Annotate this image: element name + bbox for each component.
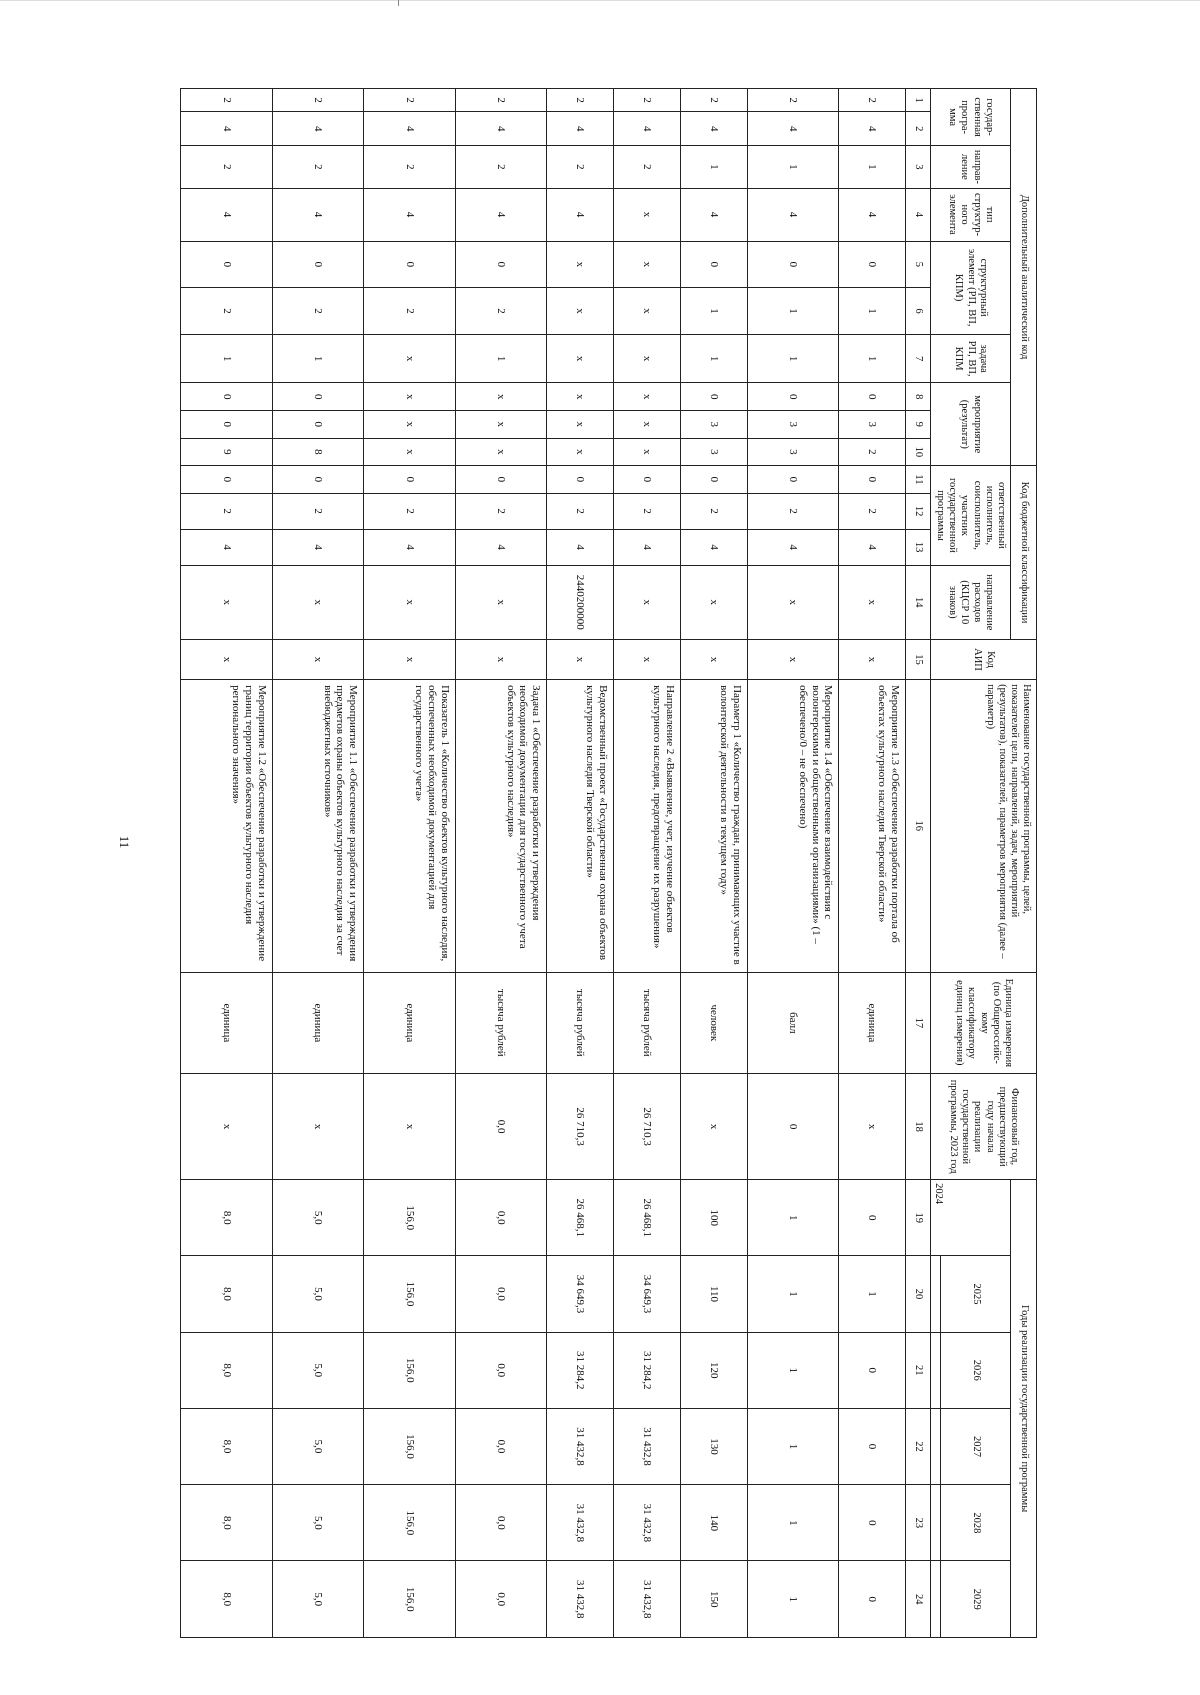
column-number: 17 <box>906 972 931 1074</box>
year-value-cell: 1 <box>747 1256 839 1332</box>
code-cell: x <box>547 639 614 679</box>
code-cell: 2 <box>613 493 680 529</box>
code-cell: 4 <box>547 529 614 565</box>
header-struct-type: тип структур-ного элемента <box>931 188 1011 241</box>
code-cell: 3 <box>680 438 747 466</box>
column-number: 9 <box>906 411 931 439</box>
code-cell: 2 <box>747 89 839 112</box>
code-cell: 4 <box>839 188 906 241</box>
column-number: 19 <box>906 1180 931 1256</box>
code-cell: 2 <box>613 89 680 112</box>
code-cell: 4 <box>547 188 614 241</box>
code-cell: x <box>747 565 839 639</box>
header-responsible: ответственный исполнитель, соисполнитель, участник государственной программы <box>931 466 1011 566</box>
table-row <box>455 89 547 1638</box>
year-value-cell: 8,0 <box>181 1256 273 1332</box>
code-cell: 2 <box>364 288 456 335</box>
column-number: 1 <box>906 89 931 112</box>
unit-cell: тысяча рублей <box>613 972 680 1074</box>
year-value-cell: 110 <box>680 1256 747 1332</box>
code-cell: x <box>455 411 547 439</box>
code-cell: 2 <box>839 438 906 466</box>
code-cell: x <box>364 565 456 639</box>
column-number: 24 <box>906 1561 931 1638</box>
code-cell: x <box>547 334 614 383</box>
year-value-cell: 31 284,2 <box>613 1332 680 1408</box>
code-cell: x <box>747 639 839 679</box>
unit-cell: тысяча рублей <box>547 972 614 1074</box>
year-value-cell: 0 <box>839 1408 906 1484</box>
code-cell: 4 <box>547 112 614 146</box>
table-row <box>547 89 614 1638</box>
code-cell: 0 <box>747 241 839 288</box>
code-cell: 4 <box>747 112 839 146</box>
code-cell: x <box>364 411 456 439</box>
year-value-cell: 31 432,8 <box>613 1408 680 1484</box>
base-year-cell: x <box>839 1074 906 1180</box>
year-value-cell: 34 649,3 <box>613 1256 680 1332</box>
code-cell: 4 <box>747 188 839 241</box>
year-value-cell: 1 <box>747 1561 839 1638</box>
column-number: 15 <box>906 639 931 679</box>
header-year-2028: 2028 <box>941 1485 1011 1561</box>
code-cell: 4 <box>839 112 906 146</box>
code-cell: 3 <box>839 411 906 439</box>
code-cell: 4 <box>272 529 364 565</box>
code-cell: 0 <box>272 383 364 411</box>
table-row <box>613 89 680 1638</box>
code-cell: 4 <box>839 529 906 565</box>
code-cell: 2 <box>547 493 614 529</box>
column-number-row <box>906 89 931 1638</box>
code-cell: x <box>364 334 456 383</box>
item-name-cell: Мероприятие 1.3 «Обеспечение разработки портала об объектах культурного наследия Тверской области» <box>839 680 906 972</box>
code-cell: 2 <box>547 89 614 112</box>
code-cell: 0 <box>680 241 747 288</box>
code-cell: 2 <box>455 146 547 188</box>
item-name-cell: Ведомственный проект «Государственная охрана объектов культурного наследия Тверской области» <box>547 680 614 972</box>
year-value-cell: 31 432,8 <box>613 1485 680 1561</box>
table-row <box>839 89 906 1638</box>
code-cell: x <box>547 241 614 288</box>
code-cell: x <box>613 241 680 288</box>
code-cell: x <box>364 383 456 411</box>
code-cell: 2 <box>364 146 456 188</box>
year-value-cell: 1 <box>747 1180 839 1256</box>
code-cell: 2 <box>747 493 839 529</box>
code-cell: 2 <box>455 493 547 529</box>
year-value-cell: 1 <box>839 1256 906 1332</box>
base-year-cell: x <box>272 1074 364 1180</box>
table-row <box>272 89 364 1638</box>
column-number: 23 <box>906 1485 931 1561</box>
header-napravlenie: направ-ление <box>931 146 1011 188</box>
unit-cell: единица <box>181 972 273 1074</box>
code-cell: 0 <box>364 241 456 288</box>
code-cell: 2 <box>181 493 273 529</box>
unit-cell: тысяча рублей <box>455 972 547 1074</box>
code-cell: 0 <box>839 466 906 494</box>
code-cell: x <box>613 334 680 383</box>
header-expense-direction: направление расходов (КЦСР 10 знаков) <box>931 565 1011 639</box>
year-value-cell: 5,0 <box>272 1332 364 1408</box>
year-value-cell: 150 <box>680 1561 747 1638</box>
year-value-cell: 31 432,8 <box>613 1561 680 1638</box>
year-value-cell: 156,0 <box>364 1256 456 1332</box>
year-value-cell: 31 432,8 <box>547 1485 614 1561</box>
code-cell: 2 <box>680 89 747 112</box>
column-number: 5 <box>906 241 931 288</box>
code-cell: 2 <box>272 146 364 188</box>
year-value-cell: 8,0 <box>181 1561 273 1638</box>
item-name-cell: Задача 1 «Обеспечение разработки и утверждения необходимой документации для государственного учета объектов культурного наследия» <box>455 680 547 972</box>
year-value-cell: 156,0 <box>364 1485 456 1561</box>
year-value-cell: 26 468,1 <box>547 1180 614 1256</box>
header-name-column: Наименование государственной программы, целей, показателей цели, направлений, задач, мероприятий (результатов), показателей, параметров мероприятия (далее – параметр) <box>931 680 1037 972</box>
year-value-cell: 34 649,3 <box>547 1256 614 1332</box>
year-value-cell: 8,0 <box>181 1180 273 1256</box>
code-cell: 1 <box>680 288 747 335</box>
year-value-cell: 156,0 <box>364 1332 456 1408</box>
code-cell: x <box>613 411 680 439</box>
year-value-cell: 1 <box>747 1332 839 1408</box>
code-cell: x <box>613 438 680 466</box>
code-cell: 2440200000 <box>547 565 614 639</box>
code-cell: 1 <box>747 334 839 383</box>
year-value-cell: 156,0 <box>364 1180 456 1256</box>
item-name-cell: Параметр 1 «Количество граждан, принимающих участие в волонтерской деятельности в текущем году» <box>680 680 747 972</box>
code-cell: 4 <box>272 188 364 241</box>
year-value-cell: 0,0 <box>455 1408 547 1484</box>
code-cell: 4 <box>613 529 680 565</box>
year-value-cell: 8,0 <box>181 1485 273 1561</box>
year-value-cell: 100 <box>680 1180 747 1256</box>
code-cell: 2 <box>547 146 614 188</box>
column-number: 14 <box>906 565 931 639</box>
code-cell: 9 <box>181 438 273 466</box>
year-value-cell: 5,0 <box>272 1180 364 1256</box>
item-name-cell: Направление 2 «Выявление, учет, изучение объектов культурного наследия, предотвращение их разрушения» <box>613 680 680 972</box>
code-cell: 0 <box>613 466 680 494</box>
code-cell: 2 <box>181 146 273 188</box>
header-kod-aip: Код АИП <box>931 639 1037 679</box>
year-value-cell: 5,0 <box>272 1408 364 1484</box>
column-number: 3 <box>906 146 931 188</box>
column-number: 10 <box>906 438 931 466</box>
code-cell: x <box>455 565 547 639</box>
code-cell: x <box>272 639 364 679</box>
code-cell: 1 <box>839 334 906 383</box>
unit-cell: балл <box>747 972 839 1074</box>
code-cell: 4 <box>455 188 547 241</box>
year-value-cell: 0 <box>839 1561 906 1638</box>
code-cell: 4 <box>455 112 547 146</box>
header-unit-column: Единица измерения (по Общероссийс-кому классификатору единиц измерения) <box>931 972 1037 1074</box>
code-cell: x <box>613 188 680 241</box>
code-cell: 4 <box>364 529 456 565</box>
code-cell: 4 <box>680 188 747 241</box>
year-value-cell: 0 <box>839 1180 906 1256</box>
code-cell: 1 <box>680 146 747 188</box>
unit-cell: единица <box>839 972 906 1074</box>
code-cell: x <box>547 438 614 466</box>
year-value-cell: 0,0 <box>455 1561 547 1638</box>
year-value-cell: 31 284,2 <box>547 1332 614 1408</box>
year-value-cell: 156,0 <box>364 1561 456 1638</box>
column-number: 6 <box>906 288 931 335</box>
code-cell: 2 <box>839 89 906 112</box>
year-value-cell: 156,0 <box>364 1408 456 1484</box>
code-cell: 2 <box>181 288 273 335</box>
header-year-2024: 2024 <box>931 1180 1011 1256</box>
code-cell: x <box>680 565 747 639</box>
year-value-cell: 1 <box>747 1485 839 1561</box>
header-fin-year-column: Финансовый год, предшествующий году начала реализации государственной программы, 2023 год <box>931 1074 1037 1180</box>
column-number: 2 <box>906 112 931 146</box>
code-cell: x <box>272 565 364 639</box>
header-struct-element: структурный элемент (РП, ВП, КПМ) <box>931 241 1011 334</box>
code-cell: 1 <box>747 288 839 335</box>
code-cell: 4 <box>181 188 273 241</box>
code-cell: 4 <box>680 529 747 565</box>
code-cell: 1 <box>839 146 906 188</box>
code-cell: 4 <box>613 112 680 146</box>
code-cell: 4 <box>364 188 456 241</box>
code-cell: 0 <box>181 466 273 494</box>
code-cell: 2 <box>272 89 364 112</box>
year-value-cell: 31 432,8 <box>547 1408 614 1484</box>
code-cell: x <box>613 383 680 411</box>
column-number: 12 <box>906 493 931 529</box>
code-cell: 0 <box>839 383 906 411</box>
header-meropriyatie: мероприятие (результат) <box>931 383 1011 466</box>
base-year-cell: 26 710,3 <box>613 1074 680 1180</box>
code-cell: 4 <box>181 112 273 146</box>
code-cell: x <box>455 438 547 466</box>
code-cell: x <box>613 288 680 335</box>
column-number: 4 <box>906 188 931 241</box>
code-cell: x <box>455 639 547 679</box>
code-cell: 1 <box>680 334 747 383</box>
code-cell: 0 <box>181 383 273 411</box>
code-cell: 0 <box>181 241 273 288</box>
code-cell: x <box>547 411 614 439</box>
code-cell: 2 <box>680 493 747 529</box>
table-row <box>364 89 456 1638</box>
code-cell: 4 <box>364 112 456 146</box>
base-year-cell: x <box>680 1074 747 1180</box>
header-gos-program: государ-ственная програ-мма <box>931 89 1011 146</box>
column-number: 11 <box>906 466 931 494</box>
code-cell: x <box>455 383 547 411</box>
base-year-cell: x <box>364 1074 456 1180</box>
header-year-2027: 2027 <box>941 1408 1011 1484</box>
code-cell: 0 <box>747 383 839 411</box>
code-cell: x <box>680 639 747 679</box>
year-value-cell: 5,0 <box>272 1485 364 1561</box>
column-number: 21 <box>906 1332 931 1408</box>
code-cell: x <box>547 288 614 335</box>
item-name-cell: Мероприятие 1.2 «Обеспечение разработки и утверждение границ территории объектов культурного наследия регионального значения» <box>181 680 273 972</box>
code-cell: 0 <box>272 411 364 439</box>
item-name-cell: Мероприятие 1.4 «Обеспечение взаимодействия с волонтерскими и общественными организациями» (1 – обеспечено/0 – не обеспечено) <box>747 680 839 972</box>
unit-cell: единица <box>364 972 456 1074</box>
year-value-cell: 5,0 <box>272 1256 364 1332</box>
table-row <box>680 89 747 1638</box>
code-cell: 0 <box>364 466 456 494</box>
scan-edge-mark <box>398 0 399 6</box>
header-year-2029: 2029 <box>941 1561 1011 1638</box>
header-years-group: Годы реализации государственной программы <box>1011 1180 1037 1638</box>
code-cell: 2 <box>613 146 680 188</box>
code-cell: 4 <box>181 529 273 565</box>
code-cell: 3 <box>747 411 839 439</box>
code-cell: x <box>181 639 273 679</box>
code-cell: 8 <box>272 438 364 466</box>
header-year-2025: 2025 <box>941 1256 1011 1332</box>
code-cell: 2 <box>455 89 547 112</box>
code-cell: 2 <box>181 89 273 112</box>
code-cell: 2 <box>364 493 456 529</box>
code-cell: 0 <box>455 241 547 288</box>
column-number: 7 <box>906 334 931 383</box>
unit-cell: единица <box>272 972 364 1074</box>
base-year-cell: 0 <box>747 1074 839 1180</box>
table-row <box>747 89 839 1638</box>
header-zadacha: задача РП, ВП, КПМ <box>931 334 1011 383</box>
code-cell: 2 <box>364 89 456 112</box>
code-cell: 0 <box>272 241 364 288</box>
code-cell: x <box>613 639 680 679</box>
year-value-cell: 0,0 <box>455 1332 547 1408</box>
header-budget-code: Код бюджетной классификации <box>1011 466 1037 640</box>
code-cell: 2 <box>272 493 364 529</box>
item-name-cell: Показатель 1 «Количество объектов культурного наследия, обеспеченных необходимой документацией для государственного учета» <box>364 680 456 972</box>
code-cell: 0 <box>680 466 747 494</box>
code-cell: 0 <box>181 411 273 439</box>
code-cell: 1 <box>747 146 839 188</box>
table-row <box>181 89 273 1638</box>
code-cell: x <box>839 639 906 679</box>
code-cell: 0 <box>747 466 839 494</box>
year-value-cell: 0,0 <box>455 1485 547 1561</box>
page-number: 11 <box>117 835 132 849</box>
code-cell: 4 <box>272 112 364 146</box>
column-number: 20 <box>906 1256 931 1332</box>
code-cell: 1 <box>455 334 547 383</box>
year-value-cell: 8,0 <box>181 1408 273 1484</box>
code-cell: 3 <box>747 438 839 466</box>
code-cell: 4 <box>680 112 747 146</box>
code-cell: x <box>547 383 614 411</box>
code-cell: 0 <box>680 383 747 411</box>
code-cell: 0 <box>272 466 364 494</box>
base-year-cell: x <box>181 1074 273 1180</box>
year-value-cell: 0 <box>839 1332 906 1408</box>
code-cell: 4 <box>455 529 547 565</box>
header-analytic-code: Дополнительный аналитический код <box>1011 89 1037 466</box>
year-value-cell: 31 432,8 <box>547 1561 614 1638</box>
year-value-cell: 140 <box>680 1485 747 1561</box>
code-cell: 0 <box>839 241 906 288</box>
base-year-cell: 26 710,3 <box>547 1074 614 1180</box>
code-cell: 0 <box>547 466 614 494</box>
year-value-cell: 0,0 <box>455 1180 547 1256</box>
unit-cell: человек <box>680 972 747 1074</box>
code-cell: 1 <box>839 288 906 335</box>
top-edge-rule <box>0 0 1200 1</box>
code-cell: 3 <box>680 411 747 439</box>
column-number: 16 <box>906 680 931 972</box>
year-value-cell: 5,0 <box>272 1561 364 1638</box>
code-cell: 1 <box>272 334 364 383</box>
program-table <box>180 88 1037 1638</box>
year-value-cell: 1 <box>747 1408 839 1484</box>
base-year-cell: 0,0 <box>455 1074 547 1180</box>
code-cell: x <box>613 565 680 639</box>
column-number: 18 <box>906 1074 931 1180</box>
code-cell: 2 <box>272 288 364 335</box>
column-number: 13 <box>906 529 931 565</box>
header-year-2026: 2026 <box>941 1332 1011 1408</box>
code-cell: 2 <box>455 288 547 335</box>
code-cell: x <box>364 639 456 679</box>
year-value-cell: 0 <box>839 1485 906 1561</box>
code-cell: 4 <box>747 529 839 565</box>
code-cell: x <box>364 438 456 466</box>
code-cell: x <box>839 565 906 639</box>
column-number: 22 <box>906 1408 931 1484</box>
year-value-cell: 0,0 <box>455 1256 547 1332</box>
year-value-cell: 120 <box>680 1332 747 1408</box>
year-value-cell: 8,0 <box>181 1332 273 1408</box>
year-value-cell: 26 468,1 <box>613 1180 680 1256</box>
column-number: 8 <box>906 383 931 411</box>
code-cell: 0 <box>455 466 547 494</box>
item-name-cell: Мероприятие 1.1 «Обеспечение разработки и утверждения предметов охраны объектов культурного наследия за счет внебюджетных источников» <box>272 680 364 972</box>
code-cell: 1 <box>181 334 273 383</box>
year-value-cell: 130 <box>680 1408 747 1484</box>
rotated-table-container <box>180 88 1037 1638</box>
code-cell: x <box>181 565 273 639</box>
code-cell: 2 <box>839 493 906 529</box>
